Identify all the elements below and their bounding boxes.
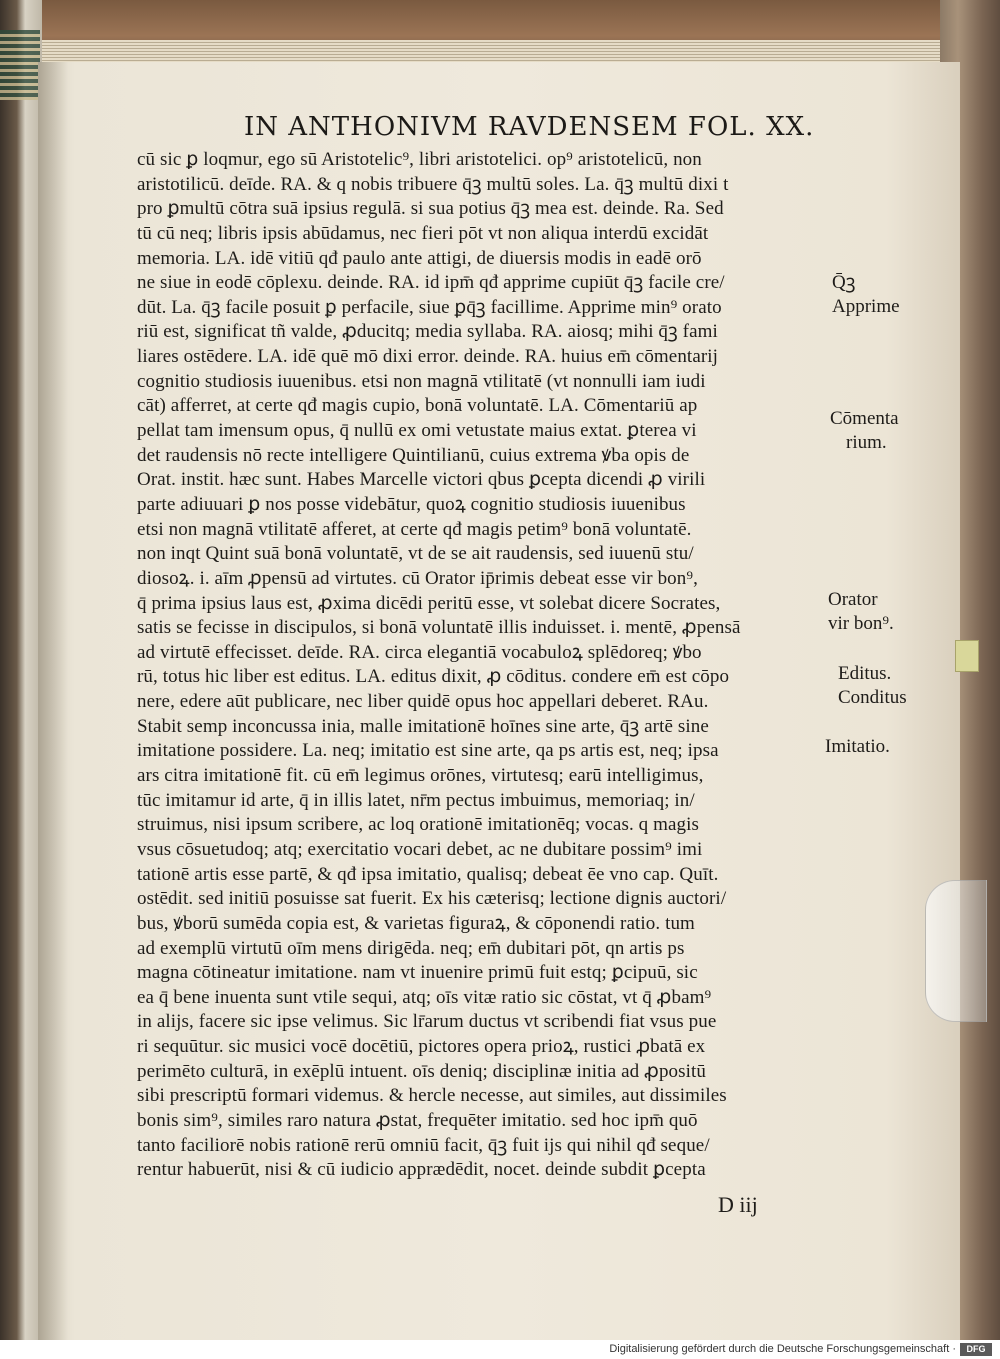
gutter-shadow: [38, 62, 68, 1340]
margin-note-apprime: [832, 271, 900, 319]
text-line: det raudensis nō recte intelligere Quintilianū, cuius extrema ꝟba opis de: [137, 444, 690, 466]
text-line: ad virtutē effecisset. deīde. RA. circa elegantiā vocabuloꝝ splēdoreq; ꝟbo: [137, 641, 702, 663]
text-line: ri sequūtur. sic musici vocē docētiū, pictores opera prioꝝ, rustici ꝓbatā ex: [137, 1036, 706, 1058]
text-line: parte adiuuari ꝑ nos posse videbātur, quoꝝ cognitio studiosis iuuenibus: [137, 493, 686, 515]
text-line: imitatione possidere. La. neq; imitatio est sine arte, qa ps artis est, neq; ipsa: [137, 740, 719, 762]
text-line: liares ostēdere. LA. idē quē mō dixi error. deinde. RA. huius em̄ cōmentarij: [137, 346, 719, 368]
margin-note-line: rium.: [846, 432, 887, 453]
margin-note-line: Q̄ꝫ: [832, 272, 856, 293]
dfg-logo: DFG: [960, 1343, 992, 1356]
funding-credit: Digitalisierung gefördert durch die Deutsche Forschungsgemeinschaft ·: [609, 1343, 956, 1355]
margin-note-line: Cōmenta: [830, 408, 899, 429]
margin-note-imitatio: [825, 735, 890, 759]
text-line: vsus cōsuetudoq; atq; exercitatio vocari debet, ac ne dubitare possim⁹ imi: [137, 838, 703, 860]
text-line: in alijs, facere sic ipse velimus. Sic lr̄arum ductus vt scribendi fiat vsus pue: [137, 1011, 717, 1033]
text-line: satis se fecisse in discipulos, si bonā voluntatē illis induisset. i. mentē, ꝓpensā: [137, 617, 741, 639]
text-line: dūt. La. q̄ꝫ facile posuit ꝑ perfacile, siue ꝑq̄ꝫ facillime. Apprime min⁹ orato: [137, 296, 722, 318]
text-line: tūc imitamur id arte, q̄ in illis latet, nr̄m pectus imbuimus, memoriaq; in/: [137, 789, 695, 811]
text-line: bus, ꝟborū sumēda copia est, & varietas figuraꝝ, & cōponendi ratio. tum: [137, 912, 695, 934]
margin-note-line: vir bon⁹.: [828, 613, 894, 634]
text-line: cāt) afferret, at certe qđ magis cupio, bonā voluntatē. LA. Cōmentariū ap: [137, 395, 698, 417]
text-line: ea q̄ bene inuenta sunt vtile sequi, atq; oīs vitæ ratio sic cōstat, vt q̄ ꝓbam⁹: [137, 986, 712, 1008]
text-line: pro ꝑmultū cōtra suā ipsius regulā. si sua potius q̄ꝫ mea est. deinde. Ra. Sed: [137, 198, 724, 220]
text-line: etsi non magnā vtilitatē afferet, at certe qđ magis petim⁹ bonā voluntatē.: [137, 518, 692, 540]
margin-note-line: Editus.: [838, 663, 892, 684]
margin-note-line: Imitatio.: [825, 736, 890, 757]
margin-note-line: Apprime: [832, 296, 900, 317]
text-line: struimus, nisi ipsum scribere, ac loq orationē imitationēq; vocas. q magis: [137, 814, 699, 836]
footer-bar: [0, 1340, 1000, 1359]
margin-note-commentarium: [830, 407, 899, 455]
text-line: ad exemplū virtutū oīm mens dirigēda. neq; em̄ dubitari pōt, qn artis ps: [137, 937, 685, 959]
binding-left: [0, 0, 42, 1340]
text-line: ostēdit. sed initiū posuisse sat fuerit. Ex his cæterisq; lectione dignis auctori/: [137, 888, 727, 910]
text-line: tationē artis esse partē, & qđ ipsa imitatio, qualisq; debeat ēe vno cap. Quīt.: [137, 863, 719, 885]
text-line: magna cōtineatur imitatione. nam vt inuenire primū fuit estq; ꝑcipuū, sic: [137, 962, 698, 984]
margin-note-orator: [828, 588, 894, 636]
text-line: cū sic ꝑ loqmur, ego sū Aristotelic⁹, libri aristotelici. op⁹ aristotelicū, non: [137, 149, 702, 170]
text-line: Stabit semp inconcussa inia, malle imitationē hoīnes sine arte, q̄ꝫ artē sine: [137, 715, 709, 737]
text-line: aristotilicū. deīde. RA. & q nobis tribuere q̄ꝫ multū soles. La. q̄ꝫ multū dixi t: [137, 173, 729, 195]
text-line: ne siue in eodē cōplexu. deinde. RA. id ipm̄ qđ apprime cupiūt q̄ꝫ facile cre/: [137, 272, 725, 294]
margin-note-editus: [838, 662, 907, 710]
text-line: perimēto culturā, in exēplū intuent. oīs deniq; disciplinæ initia ad ꝓpositū: [137, 1060, 706, 1082]
margin-note-line: Orator: [828, 589, 878, 610]
text-line: memoria. LA. idē vitiū qđ paulo ante attigi, de diuersis modis in eadē orō: [137, 247, 702, 269]
page-clip: [925, 880, 987, 1022]
text-line: ars citra imitationē fit. cū em̄ legimus orōnes, virtutesq; earū intelligimus,: [137, 765, 704, 787]
text-line: riū est, significat tñ valde, ꝓducitq; media syllaba. RA. aiosq; mihi q̄ꝫ fami: [137, 321, 718, 343]
text-line: q̄ prima ipsius laus est, ꝓxima dicēdi peritū esse, vt solebat dicere Socrates,: [137, 592, 721, 614]
text-line: diosoꝝ. i. aīm ꝓpensū ad virtutes. cū Orator ip̄rimis debeat esse vir bon⁹,: [137, 567, 698, 589]
text-line: Orat. instit. hæc sunt. Habes Marcelle victori qbus ꝑcepta dicendi ꝓ virili: [137, 469, 706, 491]
catchword-signature: D iij: [718, 1192, 758, 1217]
running-head: IN ANTHONIVM RAVDENSEM FOL. XX.: [244, 112, 815, 142]
headband: [0, 30, 40, 100]
text-line: cognitio studiosis iuuenibus. etsi non magnā vtilitatē (vt nonnulli iam iudi: [137, 370, 706, 392]
text-line: tū cū neq; libris ipsis abūdamus, nec fieri pōt vt non aliqua interdū excidāt: [137, 222, 709, 244]
text-line: rū, totus hic liber est editus. LA. editus dixit, ꝓ cōditus. condere em̄ est cōpo: [137, 666, 730, 688]
text-line: tanto faciliorē nobis rationē rerū omniū facit, q̄ꝫ fuit ijs qui nihil qđ seque/: [137, 1134, 710, 1156]
bookmark-tab: [955, 640, 979, 672]
text-line: non inqt Quint suā bonā voluntatē, vt de se ait raudensis, sed iuuenū stu/: [137, 543, 694, 565]
text-line: nere, edere aūt publicare, nec liber quidē opus hoc appellari deberet. RAu.: [137, 691, 709, 713]
text-line: bonis sim⁹, similes raro natura ꝓstat, frequēter imitatio. sed hoc ipm̄ quō: [137, 1109, 698, 1131]
text-line: rentur habuerūt, nisi & cū iudicio apprædēdit, nocet. deinde subdit ꝑcepta: [137, 1159, 706, 1181]
text-line: sibi prescriptū formari videmus. & hercle necesse, aut similes, aut dissimiles: [137, 1085, 727, 1107]
text-line: pellat tam imensum opus, q̄ nullū ex omi vetustate maius extat. ꝑterea vi: [137, 420, 697, 442]
margin-note-line: Conditus: [838, 687, 907, 708]
main-text-block: [137, 148, 827, 1183]
